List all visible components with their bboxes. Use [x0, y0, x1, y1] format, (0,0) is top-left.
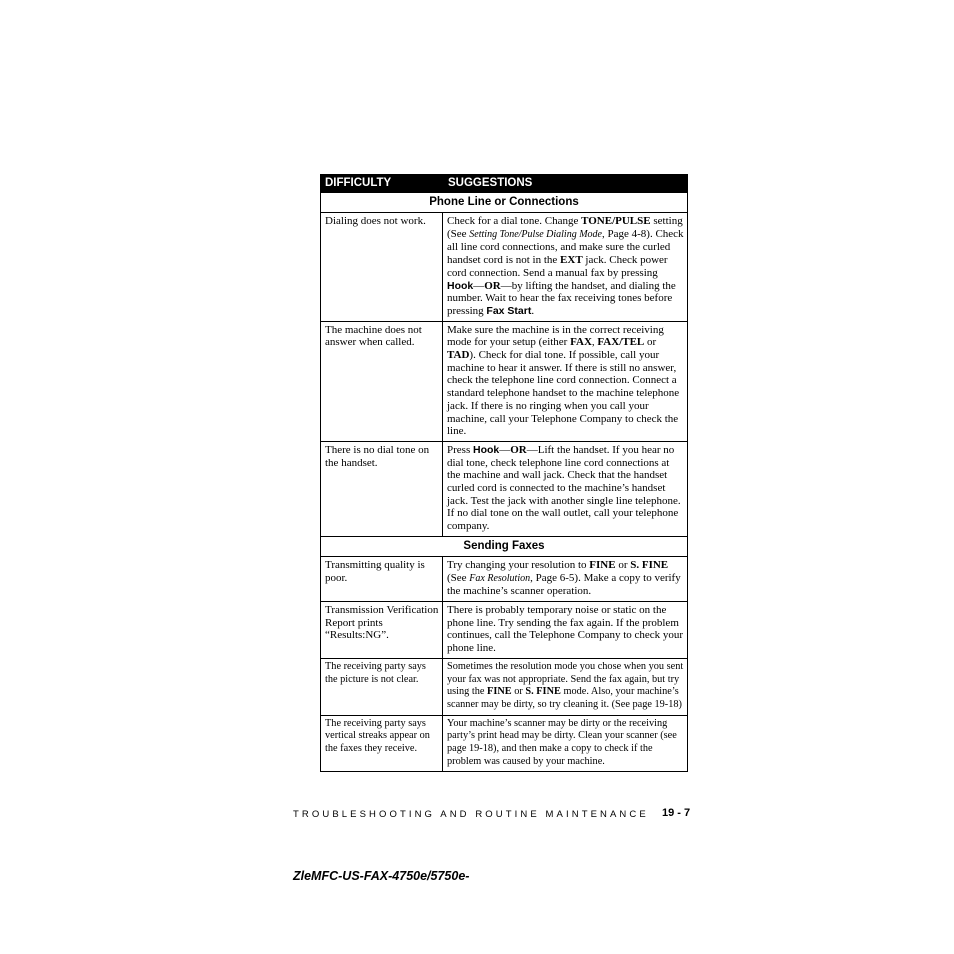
- section-title-sending-faxes: Sending Faxes: [321, 537, 687, 557]
- difficulty-header: DIFFICULTY: [325, 177, 392, 189]
- table-row: [321, 659, 687, 716]
- suggestions-header: SUGGESTIONS: [448, 177, 533, 189]
- suggestion-cell: Make sure the machine is in the correct receiving mode for your setup (either FAX, FAX/TEL or TAD). Check for dial tone. If possible, call your machine to hear it answer. If there is still no answer, check the telephone line cord connection. Connect a standard telephone handset to the machine telephone jack. If there is no ringing when you call your machine, call your Telephone Company to check the line.: [447, 323, 680, 438]
- suggestion-cell: Your machine’s scanner may be dirty or the receiving party’s print head may be dirty. Clean your scanner (see page 19-18), and then make a copy to check if the problem was caused by your machine.: [447, 717, 677, 767]
- difficulty-cell: Dialing does not work.: [321, 213, 443, 321]
- suggestion-cell: Try changing your resolution to FINE or S. FINE (See Fax Resolution, Page 6-5). Make a copy to verify the machine’s scanner operation.: [447, 558, 681, 598]
- suggestion-cell: Check for a dial tone. Change TONE/PULSE setting (See Setting Tone/Pulse Dialing Mode, Page 4-8). Check all line cord connections, and make sure the curled handset cord is not in the EXT jack. Check power cord connection. Send a manual fax by pressing Hook—OR—by lifting the handset, and dialing the number. Wait to hear the fax receiving tones before pressing Fax Start.: [447, 215, 684, 317]
- suggestion-cell: There is probably temporary noise or static on the phone line. Try sending the fax again. If the problem continues, call the Telephone Company to check your phone line.: [447, 603, 684, 655]
- table-row: [321, 442, 687, 537]
- difficulty-cell: The receiving party says vertical streaks appear on the faxes they receive.: [321, 716, 443, 772]
- troubleshooting-table: [320, 174, 688, 772]
- difficulty-cell: Transmitting quality is poor.: [321, 557, 443, 601]
- table-row: [321, 213, 687, 322]
- difficulty-cell: Transmission Verification Report prints “Results:NG”.: [321, 602, 443, 658]
- page-number: 19 - 7: [662, 807, 691, 819]
- difficulty-cell: There is no dial tone on the handset.: [321, 442, 443, 536]
- difficulty-cell: The receiving party says the picture is not clear.: [321, 659, 443, 715]
- table-row: [321, 602, 687, 659]
- table-header: [321, 175, 687, 193]
- difficulty-cell: The machine does not answer when called.: [321, 322, 443, 441]
- suggestion-cell: Press Hook—OR—Lift the handset. If you hear no dial tone, check telephone line cord connections at the machine and wall jack. Check that the handset curled cord is connected to the machine’s handset jack. Test the jack with another single line telephone. If no dial tone on the wall outlet, call your telephone company.: [447, 443, 681, 533]
- table-row: [321, 557, 687, 602]
- suggestion-cell: Sometimes the resolution mode you chose when you sent your fax was not appropriate. Send the fax again, but try using the FINE or S. FINE mode. Also, your machine’s scanner may be dirty, so try cleaning it. (See page 19-18): [447, 660, 684, 710]
- document-id: ZleMFC-US-FAX-4750e/5750e-: [293, 869, 470, 883]
- table-row: [321, 716, 687, 772]
- section-title-phone-line: Phone Line or Connections: [321, 193, 687, 213]
- chapter-footer: TROUBLESHOOTING AND ROUTINE MAINTENANCE: [293, 809, 649, 820]
- table-row: [321, 322, 687, 442]
